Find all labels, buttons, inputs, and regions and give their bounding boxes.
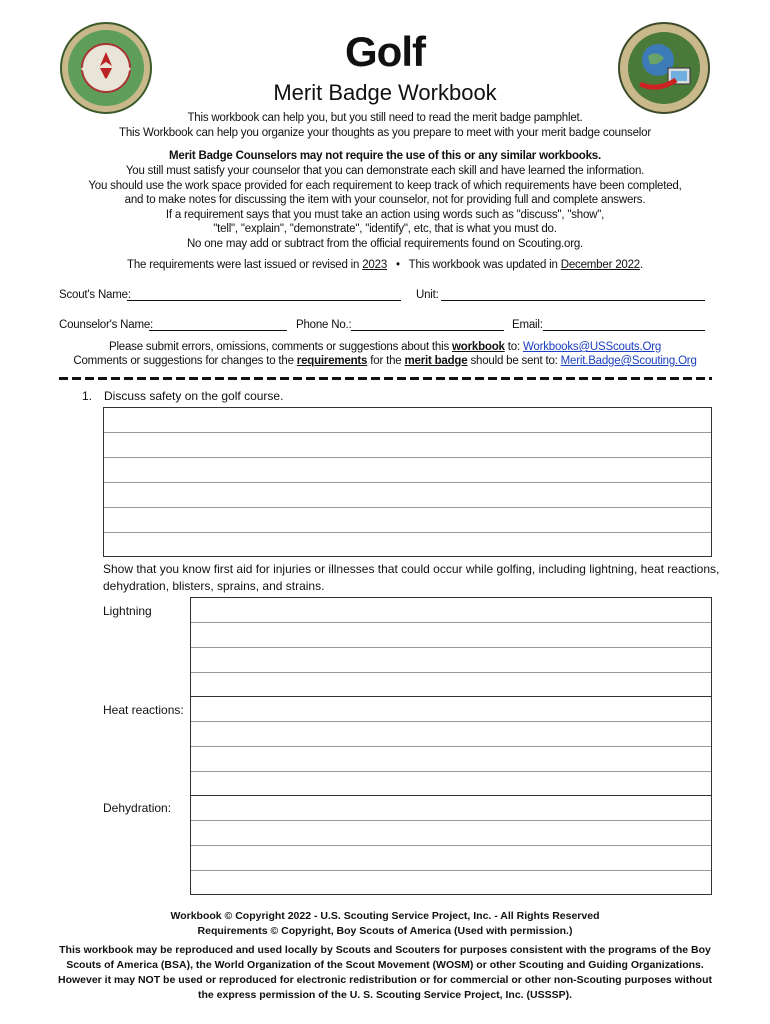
req-sent-to: should be sent to: <box>470 355 558 367</box>
rule-line-3: and to make notes for discussing the item with your counselor, not for providing full and complete answers. <box>124 194 646 206</box>
unit-field[interactable] <box>441 300 705 301</box>
unit-label: Unit: <box>416 289 439 301</box>
feedback-to: to: <box>507 341 520 353</box>
workbooks-email-link[interactable]: Workbooks@USScouts.Org <box>522 341 662 353</box>
dehydration-answer-box[interactable] <box>190 795 712 895</box>
bullet-separator: • <box>396 259 400 271</box>
req-feedback-prefix: Comments or suggestions for changes to the <box>73 355 294 367</box>
updated-suffix: . <box>639 259 643 271</box>
issued-year: 2023 <box>362 259 388 271</box>
intro-line-1: This workbook can help you, but you still need to read the merit badge pamphlet. <box>187 112 583 124</box>
updated-prefix: This workbook was updated in <box>408 259 558 271</box>
lightning-label: Lightning <box>103 604 152 618</box>
requirement-1-number: 1. <box>82 389 93 403</box>
merit-badge-email-link[interactable]: Merit.Badge@Scouting.Org <box>560 355 697 367</box>
lightning-answer-box[interactable] <box>190 597 712 697</box>
rule-line-1: You still must satisfy your counselor that you can demonstrate each skill and have learned the information. <box>125 165 645 177</box>
copyright-line-2: Requirements © Copyright, Boy Scouts of America (Used with permission.) <box>197 925 573 937</box>
issued-prefix: The requirements were last issued or revised in <box>127 259 360 271</box>
requirement-1b-text-line-2: dehydration, blisters, sprains, and strains. <box>103 579 325 593</box>
updated-date: December 2022 <box>560 259 640 271</box>
revision-info <box>0 258 770 273</box>
notice-line-2: Scouts of America (BSA), the World Organization of the Scout Movement (WOSM) or other Scouting and Guiding Organizations. <box>66 959 704 971</box>
req-word: requirements <box>296 355 368 367</box>
requirement-1b-text-line-1: Show that you know first aid for injuries or illnesses that could occur while golfing, including lightning, heat reactions, <box>103 562 720 576</box>
notice-line-3: However it may NOT be used or reproduced for electronic redistribution or for commercial or other non-Scouting purposes without <box>58 974 712 986</box>
page-subtitle: Merit Badge Workbook <box>273 80 497 105</box>
requirements-feedback-line <box>0 354 770 369</box>
req-for-the: for the <box>370 355 402 367</box>
page-title: Golf <box>345 28 425 75</box>
requirement-1-text: Discuss safety on the golf course. <box>104 389 284 403</box>
notice-line-4: the express permission of the U. S. Scouting Service Project, Inc. (USSSP). <box>197 989 573 1001</box>
merit-badge-word: merit badge <box>404 355 468 367</box>
feedback-workbook-word: workbook <box>452 341 505 353</box>
scout-name-label: Scout's Name: <box>59 289 131 301</box>
scout-name-field[interactable] <box>127 300 401 301</box>
heat-reactions-label: Heat reactions: <box>103 703 184 717</box>
notice-line-1: This workbook may be reproduced and used locally by Scouts and Scouters for purposes consistent with the programs of the Boy <box>59 944 711 956</box>
rule-line-2: You should use the work space provided for each requirement to keep track of which requirements have been completed, <box>88 180 682 192</box>
phone-field[interactable] <box>351 330 504 331</box>
copyright-line-1: Workbook © Copyright 2022 - U.S. Scouting Service Project, Inc. - All Rights Reserved <box>170 910 600 922</box>
rule-line-4: If a requirement says that you must take an action using words such as "discuss", "show", <box>165 209 605 221</box>
rule-line-6: No one may add or subtract from the official requirements found on Scouting.org. <box>186 238 584 250</box>
phone-label: Phone No.: <box>296 319 352 331</box>
feedback-prefix: Please submit errors, omissions, comments or suggestions about this <box>108 341 450 353</box>
email-label: Email: <box>512 319 543 331</box>
counselor-name-field[interactable] <box>149 330 287 331</box>
email-field[interactable] <box>543 330 705 331</box>
section-divider <box>59 377 712 380</box>
counselor-name-label: Counselor's Name: <box>59 319 154 331</box>
heat-reactions-answer-box[interactable] <box>190 696 712 796</box>
rule-line-5: "tell", "explain", "demonstrate", "identify", etc, that is what you must do. <box>213 223 557 235</box>
intro-line-2: This Workbook can help you organize your thoughts as you prepare to meet with your merit badge counselor <box>119 127 651 139</box>
counselor-notice-heading: Merit Badge Counselors may not require the use of this or any similar workbooks. <box>169 150 601 162</box>
requirement-1-answer-box[interactable] <box>103 407 712 557</box>
workbook-feedback-line <box>0 340 770 355</box>
dehydration-label: Dehydration: <box>103 801 172 815</box>
